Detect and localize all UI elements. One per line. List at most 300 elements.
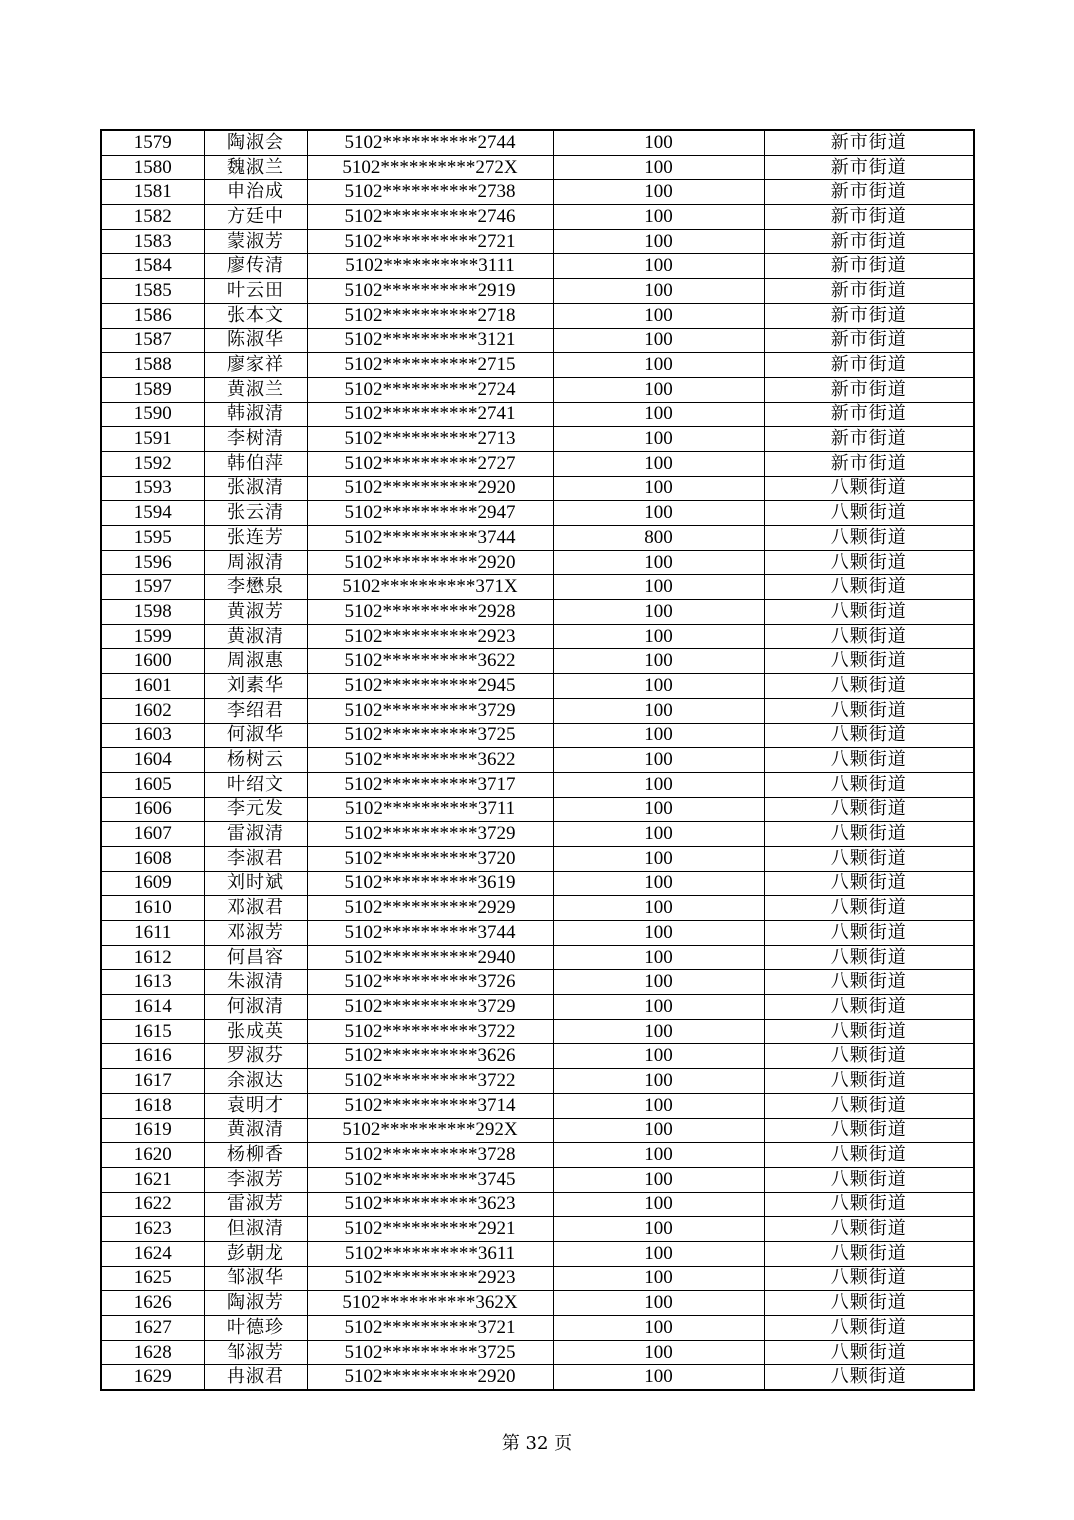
id-number-cell: 5102**********3728: [307, 1143, 553, 1168]
id-number-cell: 5102**********3717: [307, 772, 553, 797]
amount-cell: 100: [553, 279, 764, 304]
subdistrict-cell: 新市街道: [764, 229, 974, 254]
serial-number-cell: 1616: [101, 1044, 204, 1069]
table-row: [101, 1093, 974, 1118]
subdistrict-cell: 八颗街道: [764, 1217, 974, 1242]
id-number-cell: 5102**********2920: [307, 1365, 553, 1390]
table-row: [101, 846, 974, 871]
table-row: [101, 624, 974, 649]
id-number-cell: 5102**********3611: [307, 1241, 553, 1266]
serial-number-cell: 1580: [101, 155, 204, 180]
name-cell: 雷淑清: [204, 822, 307, 847]
subdistrict-cell: 八颗街道: [764, 1365, 974, 1390]
table-row: [101, 772, 974, 797]
id-number-cell: 5102**********2923: [307, 624, 553, 649]
id-number-cell: 5102**********2727: [307, 451, 553, 476]
id-number-cell: 5102**********2741: [307, 402, 553, 427]
table-row: [101, 600, 974, 625]
id-number-cell: 5102**********362X: [307, 1291, 553, 1316]
data-table: [100, 129, 975, 1391]
name-cell: 张云清: [204, 501, 307, 526]
amount-cell: 100: [553, 797, 764, 822]
serial-number-cell: 1587: [101, 328, 204, 353]
serial-number-cell: 1590: [101, 402, 204, 427]
table-row: [101, 748, 974, 773]
serial-number-cell: 1620: [101, 1143, 204, 1168]
serial-number-cell: 1628: [101, 1340, 204, 1365]
serial-number-cell: 1608: [101, 846, 204, 871]
table-row: [101, 1167, 974, 1192]
subdistrict-cell: 八颗街道: [764, 1118, 974, 1143]
name-cell: 陶淑会: [204, 130, 307, 155]
serial-number-cell: 1611: [101, 921, 204, 946]
name-cell: 黄淑清: [204, 1118, 307, 1143]
table-row: [101, 1192, 974, 1217]
amount-cell: 100: [553, 945, 764, 970]
serial-number-cell: 1607: [101, 822, 204, 847]
amount-cell: 100: [553, 575, 764, 600]
name-cell: 冉淑君: [204, 1365, 307, 1390]
amount-cell: 100: [553, 896, 764, 921]
id-number-cell: 5102**********3111: [307, 254, 553, 279]
table-row: [101, 1340, 974, 1365]
name-cell: 刘时斌: [204, 871, 307, 896]
serial-number-cell: 1614: [101, 995, 204, 1020]
table-row: [101, 921, 974, 946]
amount-cell: 100: [553, 674, 764, 699]
subdistrict-cell: 新市街道: [764, 377, 974, 402]
subdistrict-cell: 新市街道: [764, 130, 974, 155]
name-cell: 张本文: [204, 303, 307, 328]
subdistrict-cell: 八颗街道: [764, 970, 974, 995]
table-row: [101, 328, 974, 353]
id-number-cell: 5102**********3121: [307, 328, 553, 353]
subdistrict-cell: 八颗街道: [764, 1044, 974, 1069]
table-row: [101, 945, 974, 970]
amount-cell: 100: [553, 921, 764, 946]
subdistrict-cell: 新市街道: [764, 155, 974, 180]
subdistrict-cell: 新市街道: [764, 279, 974, 304]
table-row: [101, 1044, 974, 1069]
name-cell: 余淑达: [204, 1069, 307, 1094]
serial-number-cell: 1597: [101, 575, 204, 600]
name-cell: 李淑芳: [204, 1167, 307, 1192]
name-cell: 张成英: [204, 1019, 307, 1044]
subdistrict-cell: 新市街道: [764, 303, 974, 328]
name-cell: 周淑清: [204, 550, 307, 575]
subdistrict-cell: 八颗街道: [764, 921, 974, 946]
table-row: [101, 871, 974, 896]
serial-number-cell: 1609: [101, 871, 204, 896]
amount-cell: 100: [553, 1143, 764, 1168]
table-row: [101, 1266, 974, 1291]
id-number-cell: 5102**********3744: [307, 921, 553, 946]
serial-number-cell: 1582: [101, 205, 204, 230]
amount-cell: 100: [553, 748, 764, 773]
amount-cell: 100: [553, 1019, 764, 1044]
name-cell: 陈淑华: [204, 328, 307, 353]
table-row: [101, 279, 974, 304]
serial-number-cell: 1626: [101, 1291, 204, 1316]
name-cell: 叶云田: [204, 279, 307, 304]
serial-number-cell: 1605: [101, 772, 204, 797]
serial-number-cell: 1610: [101, 896, 204, 921]
table-row: [101, 550, 974, 575]
amount-cell: 100: [553, 180, 764, 205]
table-row: [101, 1217, 974, 1242]
id-number-cell: 5102**********2940: [307, 945, 553, 970]
table-row: [101, 205, 974, 230]
amount-cell: 100: [553, 822, 764, 847]
serial-number-cell: 1588: [101, 353, 204, 378]
id-number-cell: 5102**********3745: [307, 1167, 553, 1192]
name-cell: 罗淑芬: [204, 1044, 307, 1069]
amount-cell: 100: [553, 846, 764, 871]
subdistrict-cell: 八颗街道: [764, 501, 974, 526]
amount-cell: 100: [553, 1365, 764, 1390]
id-number-cell: 5102**********2928: [307, 600, 553, 625]
subdistrict-cell: 八颗街道: [764, 1241, 974, 1266]
serial-number-cell: 1622: [101, 1192, 204, 1217]
name-cell: 申治成: [204, 180, 307, 205]
name-cell: 李元发: [204, 797, 307, 822]
table-row: [101, 303, 974, 328]
table-row: [101, 797, 974, 822]
subdistrict-cell: 八颗街道: [764, 624, 974, 649]
id-number-cell: 5102**********292X: [307, 1118, 553, 1143]
subdistrict-cell: 八颗街道: [764, 1192, 974, 1217]
amount-cell: 100: [553, 451, 764, 476]
amount-cell: 100: [553, 649, 764, 674]
amount-cell: 100: [553, 130, 764, 155]
table-row: [101, 427, 974, 452]
amount-cell: 100: [553, 205, 764, 230]
id-number-cell: 5102**********3619: [307, 871, 553, 896]
table-row: [101, 402, 974, 427]
id-number-cell: 5102**********2920: [307, 550, 553, 575]
serial-number-cell: 1579: [101, 130, 204, 155]
subdistrict-cell: 八颗街道: [764, 476, 974, 501]
amount-cell: 100: [553, 772, 764, 797]
serial-number-cell: 1598: [101, 600, 204, 625]
serial-number-cell: 1624: [101, 1241, 204, 1266]
name-cell: 韩淑清: [204, 402, 307, 427]
table-row: [101, 377, 974, 402]
amount-cell: 100: [553, 970, 764, 995]
subdistrict-cell: 八颗街道: [764, 896, 974, 921]
name-cell: 蒙淑芳: [204, 229, 307, 254]
table-row: [101, 476, 974, 501]
name-cell: 邓淑芳: [204, 921, 307, 946]
amount-cell: 100: [553, 1167, 764, 1192]
amount-cell: 100: [553, 303, 764, 328]
table-row: [101, 649, 974, 674]
name-cell: 何淑清: [204, 995, 307, 1020]
amount-cell: 100: [553, 1192, 764, 1217]
table-row: [101, 526, 974, 551]
serial-number-cell: 1592: [101, 451, 204, 476]
id-number-cell: 5102**********2718: [307, 303, 553, 328]
table-row: [101, 1291, 974, 1316]
table-row: [101, 501, 974, 526]
subdistrict-cell: 八颗街道: [764, 871, 974, 896]
id-number-cell: 5102**********3725: [307, 723, 553, 748]
amount-cell: 100: [553, 229, 764, 254]
name-cell: 彭朝龙: [204, 1241, 307, 1266]
serial-number-cell: 1591: [101, 427, 204, 452]
id-number-cell: 5102**********2947: [307, 501, 553, 526]
name-cell: 张淑清: [204, 476, 307, 501]
table-row: [101, 723, 974, 748]
amount-cell: 100: [553, 377, 764, 402]
id-number-cell: 5102**********2744: [307, 130, 553, 155]
serial-number-cell: 1619: [101, 1118, 204, 1143]
name-cell: 邹淑华: [204, 1266, 307, 1291]
amount-cell: 100: [553, 501, 764, 526]
subdistrict-cell: 新市街道: [764, 402, 974, 427]
serial-number-cell: 1617: [101, 1069, 204, 1094]
subdistrict-cell: 新市街道: [764, 451, 974, 476]
table-row: [101, 896, 974, 921]
id-number-cell: 5102**********2929: [307, 896, 553, 921]
serial-number-cell: 1627: [101, 1316, 204, 1341]
subdistrict-cell: 新市街道: [764, 254, 974, 279]
name-cell: 李树清: [204, 427, 307, 452]
amount-cell: 100: [553, 1241, 764, 1266]
amount-cell: 100: [553, 1044, 764, 1069]
serial-number-cell: 1585: [101, 279, 204, 304]
table-row: [101, 995, 974, 1020]
amount-cell: 100: [553, 1217, 764, 1242]
amount-cell: 100: [553, 995, 764, 1020]
name-cell: 黄淑芳: [204, 600, 307, 625]
subdistrict-cell: 八颗街道: [764, 1266, 974, 1291]
table-row: [101, 1316, 974, 1341]
subdistrict-cell: 八颗街道: [764, 723, 974, 748]
amount-cell: 100: [553, 550, 764, 575]
amount-cell: 100: [553, 254, 764, 279]
table-row: [101, 155, 974, 180]
name-cell: 张连芳: [204, 526, 307, 551]
name-cell: 杨柳香: [204, 1143, 307, 1168]
subdistrict-cell: 八颗街道: [764, 1019, 974, 1044]
table-body: [101, 130, 974, 1390]
serial-number-cell: 1601: [101, 674, 204, 699]
name-cell: 何昌容: [204, 945, 307, 970]
id-number-cell: 5102**********3726: [307, 970, 553, 995]
id-number-cell: 5102**********2919: [307, 279, 553, 304]
table-row: [101, 353, 974, 378]
name-cell: 李淑君: [204, 846, 307, 871]
amount-cell: 100: [553, 1093, 764, 1118]
serial-number-cell: 1596: [101, 550, 204, 575]
id-number-cell: 5102**********371X: [307, 575, 553, 600]
serial-number-cell: 1613: [101, 970, 204, 995]
table-row: [101, 970, 974, 995]
amount-cell: 100: [553, 155, 764, 180]
table-row: [101, 1241, 974, 1266]
amount-cell: 100: [553, 624, 764, 649]
name-cell: 周淑惠: [204, 649, 307, 674]
name-cell: 雷淑芳: [204, 1192, 307, 1217]
table-row: [101, 674, 974, 699]
subdistrict-cell: 八颗街道: [764, 846, 974, 871]
name-cell: 黄淑清: [204, 624, 307, 649]
serial-number-cell: 1615: [101, 1019, 204, 1044]
name-cell: 何淑华: [204, 723, 307, 748]
table-row: [101, 698, 974, 723]
name-cell: 廖家祥: [204, 353, 307, 378]
id-number-cell: 5102**********2923: [307, 1266, 553, 1291]
table-row: [101, 1118, 974, 1143]
name-cell: 韩伯萍: [204, 451, 307, 476]
id-number-cell: 5102**********3626: [307, 1044, 553, 1069]
subdistrict-cell: 八颗街道: [764, 797, 974, 822]
id-number-cell: 5102**********2945: [307, 674, 553, 699]
subdistrict-cell: 八颗街道: [764, 748, 974, 773]
amount-cell: 100: [553, 427, 764, 452]
id-number-cell: 5102**********2715: [307, 353, 553, 378]
subdistrict-cell: 八颗街道: [764, 995, 974, 1020]
name-cell: 李绍君: [204, 698, 307, 723]
id-number-cell: 5102**********3722: [307, 1069, 553, 1094]
id-number-cell: 5102**********3720: [307, 846, 553, 871]
id-number-cell: 5102**********2921: [307, 1217, 553, 1242]
subdistrict-cell: 八颗街道: [764, 649, 974, 674]
amount-cell: 100: [553, 1291, 764, 1316]
subdistrict-cell: 新市街道: [764, 180, 974, 205]
id-number-cell: 5102**********3729: [307, 698, 553, 723]
subdistrict-cell: 新市街道: [764, 328, 974, 353]
subdistrict-cell: 八颗街道: [764, 1167, 974, 1192]
name-cell: 杨树云: [204, 748, 307, 773]
serial-number-cell: 1583: [101, 229, 204, 254]
serial-number-cell: 1625: [101, 1266, 204, 1291]
subdistrict-cell: 八颗街道: [764, 698, 974, 723]
subdistrict-cell: 八颗街道: [764, 1291, 974, 1316]
name-cell: 叶德珍: [204, 1316, 307, 1341]
subdistrict-cell: 八颗街道: [764, 772, 974, 797]
serial-number-cell: 1595: [101, 526, 204, 551]
amount-cell: 100: [553, 1266, 764, 1291]
name-cell: 魏淑兰: [204, 155, 307, 180]
page-number: 第 32 页: [501, 1433, 573, 1454]
serial-number-cell: 1594: [101, 501, 204, 526]
amount-cell: 100: [553, 1316, 764, 1341]
id-number-cell: 5102**********3729: [307, 995, 553, 1020]
amount-cell: 800: [553, 526, 764, 551]
name-cell: 黄淑兰: [204, 377, 307, 402]
table-row: [101, 180, 974, 205]
id-number-cell: 5102**********3622: [307, 748, 553, 773]
amount-cell: 100: [553, 1340, 764, 1365]
id-number-cell: 5102**********2721: [307, 229, 553, 254]
name-cell: 刘素华: [204, 674, 307, 699]
subdistrict-cell: 八颗街道: [764, 822, 974, 847]
table-row: [101, 1069, 974, 1094]
serial-number-cell: 1604: [101, 748, 204, 773]
id-number-cell: 5102**********2738: [307, 180, 553, 205]
subdistrict-cell: 八颗街道: [764, 600, 974, 625]
amount-cell: 100: [553, 871, 764, 896]
amount-cell: 100: [553, 1118, 764, 1143]
subdistrict-cell: 八颗街道: [764, 674, 974, 699]
name-cell: 朱淑清: [204, 970, 307, 995]
name-cell: 邓淑君: [204, 896, 307, 921]
serial-number-cell: 1612: [101, 945, 204, 970]
serial-number-cell: 1602: [101, 698, 204, 723]
table-row: [101, 1019, 974, 1044]
id-number-cell: 5102**********3622: [307, 649, 553, 674]
table-row: [101, 822, 974, 847]
subdistrict-cell: 八颗街道: [764, 1340, 974, 1365]
id-number-cell: 5102**********2920: [307, 476, 553, 501]
name-cell: 廖传清: [204, 254, 307, 279]
serial-number-cell: 1606: [101, 797, 204, 822]
subdistrict-cell: 八颗街道: [764, 1093, 974, 1118]
subdistrict-cell: 八颗街道: [764, 550, 974, 575]
name-cell: 但淑清: [204, 1217, 307, 1242]
table-row: [101, 130, 974, 155]
serial-number-cell: 1618: [101, 1093, 204, 1118]
table-row: [101, 254, 974, 279]
table-row: [101, 229, 974, 254]
serial-number-cell: 1621: [101, 1167, 204, 1192]
id-number-cell: 5102**********3623: [307, 1192, 553, 1217]
subdistrict-cell: 八颗街道: [764, 1069, 974, 1094]
serial-number-cell: 1623: [101, 1217, 204, 1242]
subdistrict-cell: 八颗街道: [764, 1143, 974, 1168]
amount-cell: 100: [553, 723, 764, 748]
amount-cell: 100: [553, 600, 764, 625]
subdistrict-cell: 新市街道: [764, 353, 974, 378]
serial-number-cell: 1584: [101, 254, 204, 279]
name-cell: 陶淑芳: [204, 1291, 307, 1316]
name-cell: 邹淑芳: [204, 1340, 307, 1365]
amount-cell: 100: [553, 698, 764, 723]
table-row: [101, 451, 974, 476]
subdistrict-cell: 八颗街道: [764, 526, 974, 551]
serial-number-cell: 1599: [101, 624, 204, 649]
subdistrict-cell: 八颗街道: [764, 575, 974, 600]
id-number-cell: 5102**********2713: [307, 427, 553, 452]
subdistrict-cell: 新市街道: [764, 427, 974, 452]
id-number-cell: 5102**********2724: [307, 377, 553, 402]
table-row: [101, 1143, 974, 1168]
amount-cell: 100: [553, 402, 764, 427]
amount-cell: 100: [553, 476, 764, 501]
serial-number-cell: 1586: [101, 303, 204, 328]
serial-number-cell: 1603: [101, 723, 204, 748]
name-cell: 李懋泉: [204, 575, 307, 600]
subdistrict-cell: 新市街道: [764, 205, 974, 230]
table-row: [101, 575, 974, 600]
id-number-cell: 5102**********3729: [307, 822, 553, 847]
serial-number-cell: 1600: [101, 649, 204, 674]
name-cell: 叶绍文: [204, 772, 307, 797]
table-row: [101, 1365, 974, 1390]
id-number-cell: 5102**********3725: [307, 1340, 553, 1365]
amount-cell: 100: [553, 353, 764, 378]
id-number-cell: 5102**********3721: [307, 1316, 553, 1341]
id-number-cell: 5102**********3722: [307, 1019, 553, 1044]
serial-number-cell: 1593: [101, 476, 204, 501]
amount-cell: 100: [553, 328, 764, 353]
id-number-cell: 5102**********3714: [307, 1093, 553, 1118]
name-cell: 袁明才: [204, 1093, 307, 1118]
serial-number-cell: 1589: [101, 377, 204, 402]
id-number-cell: 5102**********3711: [307, 797, 553, 822]
